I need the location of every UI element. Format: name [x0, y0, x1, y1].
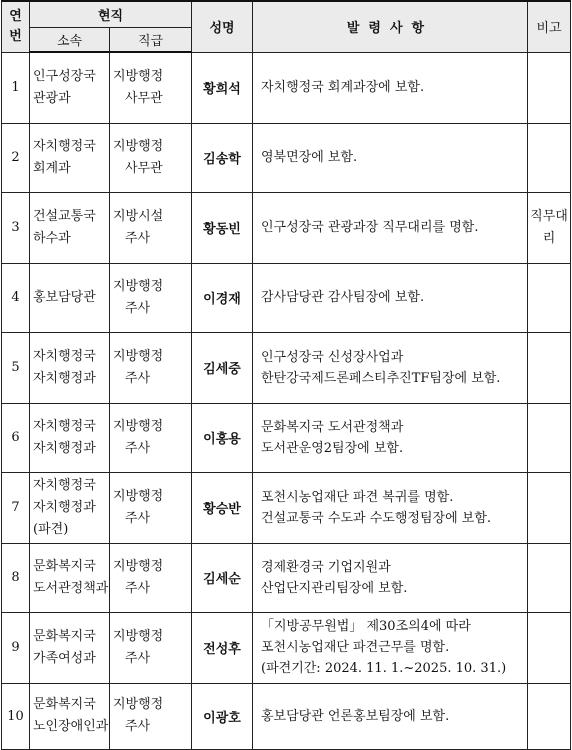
rank-line: 지방행정 [113, 628, 164, 644]
rank-cell [110, 332, 192, 403]
appointment-content [253, 403, 528, 472]
remarks-cell [528, 192, 571, 263]
header-dept: 소속 [30, 27, 110, 52]
remarks-cell [528, 472, 571, 543]
appointment-line: 한탄강국제드론페스티추진TF팀장에 보함. [261, 370, 501, 386]
department-line: 회계과 [33, 160, 71, 176]
appointment-line: 건설교통국 수도과 수도행정팀장에 보함. [261, 510, 492, 526]
appointment-content [253, 683, 528, 749]
person-name: 전성후 [192, 612, 253, 683]
rank-line: 지방행정 [113, 558, 164, 574]
row-number: 10 [2, 683, 30, 749]
appointment-line: 인구성장국 신성장사업과 [261, 349, 404, 365]
rank-line: 지방시설 [113, 208, 164, 224]
department-line: 인구성장국 [33, 68, 96, 84]
row-number: 2 [2, 123, 30, 192]
table-row [2, 472, 571, 543]
person-name: 김세순 [192, 543, 253, 612]
rank-cell [110, 683, 192, 749]
table-row [2, 612, 571, 683]
department-line: 문화복지국 [33, 558, 96, 574]
person-name: 김송학 [192, 123, 253, 192]
person-name: 이광호 [192, 683, 253, 749]
header-remarks: 비고 [528, 1, 571, 52]
rank-cell [110, 123, 192, 192]
appointment-line: 문화복지국 도서관정책과 [261, 419, 404, 435]
remarks-cell [528, 543, 571, 612]
header-current: 현직 [30, 1, 192, 27]
person-name: 이경재 [192, 263, 253, 332]
remarks-line: 직무 [530, 208, 556, 224]
department-line: 자치행정국 [33, 138, 96, 154]
department-cell [30, 123, 110, 192]
appointment-line: 감사담당관 감사팀장에 보함. [261, 290, 425, 305]
header-content: 발령사항 [253, 1, 528, 52]
table-body [2, 52, 571, 749]
remarks-cell [528, 332, 571, 403]
appointment-content [253, 192, 528, 263]
remarks-cell [528, 123, 571, 192]
remarks-cell [528, 263, 571, 332]
rank-line: 지방행정 [113, 488, 164, 504]
person-name: 황희석 [192, 52, 253, 123]
row-number: 9 [2, 612, 30, 683]
department-line: 자치행정과 [33, 499, 96, 515]
department-cell [30, 332, 110, 403]
appointment-line: 포천시농업재단 파견근무를 명함. [261, 640, 450, 655]
rank-cell [110, 543, 192, 612]
table-row [2, 683, 571, 749]
appointment-line: 경제환경국 기업지원과 [261, 559, 391, 575]
rank-cell [110, 403, 192, 472]
rank-line: 지방행정 [113, 418, 164, 434]
department-line: (파견) [33, 521, 69, 537]
rank-line: 사무관 [125, 90, 163, 106]
appointment-content [253, 612, 528, 683]
rank-cell [110, 263, 192, 332]
appointment-line: 홍보담당관 언론홍보팀장에 보함. [261, 708, 450, 724]
appointment-line: 포천시농업재단 파견 복귀를 명함. [261, 489, 454, 505]
person-name: 이홍용 [192, 403, 253, 472]
appointment-line: 인구성장국 관광과장 직무대리를 명함. [261, 220, 479, 235]
remarks-cell [528, 683, 571, 749]
rank-cell [110, 192, 192, 263]
appointment-line: 「지방공무원법」 제30조의4에 따라 [261, 619, 471, 634]
rank-line: 주사 [125, 510, 151, 526]
department-line: 자치행정국 [33, 477, 96, 493]
department-line: 자치행정과 [33, 440, 96, 456]
rank-line: 지방행정 [113, 348, 164, 364]
table-row [2, 123, 571, 192]
department-line: 건설교통국 [33, 208, 96, 224]
rank-line: 지방행정 [113, 697, 164, 712]
rank-line: 주사 [125, 300, 151, 316]
department-line: 문화복지국 [33, 628, 96, 644]
rank-line: 지방행정 [113, 138, 164, 154]
appointment-content [253, 332, 528, 403]
row-number: 3 [2, 192, 30, 263]
department-line: 자치행정과 [33, 370, 96, 386]
header-rank: 직급 [110, 27, 192, 52]
appointment-line: 도서관운영2팀장에 보함. [261, 440, 404, 456]
department-line: 자치행정국 [33, 348, 96, 364]
department-cell [30, 683, 110, 749]
department-cell [30, 192, 110, 263]
department-cell [30, 543, 110, 612]
department-line: 자치행정국 [33, 418, 96, 434]
person-name: 황승반 [192, 472, 253, 543]
table-row [2, 52, 571, 123]
appointment-line: 자치행정국 회계과장에 보함. [261, 80, 425, 95]
table-row [2, 332, 571, 403]
table-row [2, 543, 571, 612]
department-cell [30, 403, 110, 472]
rank-line: 주사 [125, 440, 151, 456]
header-num: 연번 [2, 1, 30, 52]
appointment-content [253, 52, 528, 123]
appointment-content [253, 543, 528, 612]
rank-line: 주사 [125, 230, 151, 246]
personnel-table [1, 0, 571, 750]
department-cell [30, 472, 110, 543]
appointment-content [253, 263, 528, 332]
row-number: 4 [2, 263, 30, 332]
department-line: 관광과 [33, 90, 71, 106]
appointment-line: (파견기간: 2024. 11. 1.~2025. 10. 31.) [261, 661, 507, 676]
person-name: 황동빈 [192, 192, 253, 263]
row-number: 8 [2, 543, 30, 612]
table-row [2, 263, 571, 332]
header-name: 성명 [192, 1, 253, 52]
remarks-line: 대리 [542, 208, 568, 246]
rank-line: 지방행정 [113, 68, 164, 84]
rank-line: 주사 [125, 650, 151, 666]
row-number: 7 [2, 472, 30, 543]
rank-line: 주사 [125, 719, 151, 734]
appointment-line: 산업단지관리팀장에 보함. [261, 580, 408, 596]
department-cell [30, 263, 110, 332]
rank-line: 주사 [125, 370, 151, 386]
department-line: 문화복지국 [33, 697, 96, 712]
department-line: 노인장애인과 [33, 719, 109, 734]
department-line: 하수과 [33, 230, 71, 246]
department-line: 가족여성과 [33, 650, 96, 666]
department-line: 도서관정책과 [33, 580, 109, 596]
rank-cell [110, 472, 192, 543]
remarks-cell [528, 403, 571, 472]
remarks-cell [528, 52, 571, 123]
appointment-line: 영북면장에 보함. [261, 150, 358, 165]
person-name: 김세중 [192, 332, 253, 403]
rank-line: 주사 [125, 580, 151, 596]
rank-cell [110, 612, 192, 683]
table-row [2, 403, 571, 472]
table-row [2, 192, 571, 263]
rank-line: 사무관 [125, 160, 163, 176]
appointment-content [253, 472, 528, 543]
rank-line: 지방행정 [113, 278, 164, 294]
rank-cell [110, 52, 192, 123]
remarks-cell [528, 612, 571, 683]
department-cell [30, 612, 110, 683]
row-number: 5 [2, 332, 30, 403]
row-number: 1 [2, 52, 30, 123]
appointment-content [253, 123, 528, 192]
department-line: 홍보담당관 [33, 289, 96, 305]
department-cell [30, 52, 110, 123]
row-number: 6 [2, 403, 30, 472]
